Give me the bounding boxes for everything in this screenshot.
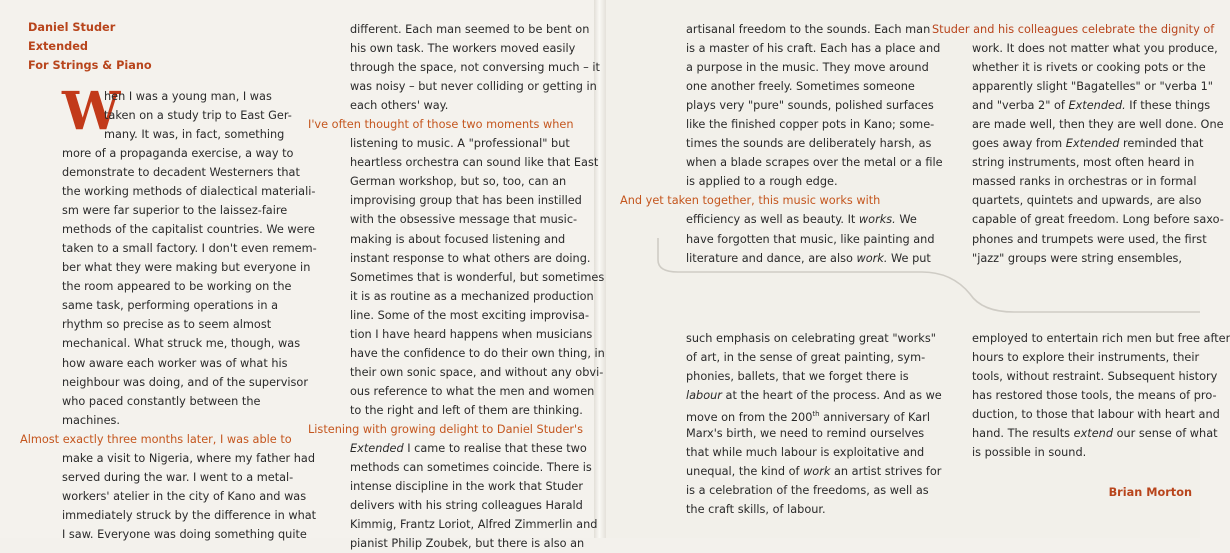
text-line: listening to music. A "professional" but xyxy=(350,137,570,151)
text-line: pianist Philip Zoubek, but there is also an xyxy=(350,537,585,551)
text-line: immediately struck by the difference in what xyxy=(62,508,317,522)
album-header xyxy=(28,18,152,75)
text-line: more of a propaganda exercise, a way to xyxy=(62,147,294,160)
text-line: ber what they were making but everyone in xyxy=(62,261,311,275)
text-line xyxy=(932,134,1224,153)
italic-word: work xyxy=(803,465,831,479)
text-line: I saw. Everyone was doing something quite xyxy=(62,527,307,541)
text-line: make a visit to Nigeria, where my father had xyxy=(62,451,316,465)
text-line: of art, in the sense of great painting, sym- xyxy=(686,351,926,365)
text-line: have forgotten that music, like painting and xyxy=(686,232,935,246)
text-line: rhythm so precise as to seem almost xyxy=(62,318,272,332)
text-line: taken on a study trip to East Ger- xyxy=(104,109,292,123)
text-line: the craft skills, of labour. xyxy=(686,503,826,517)
text-line: "jazz" groups were string ensembles, xyxy=(972,251,1183,265)
text-line: intense discipline in the work that Studer xyxy=(350,480,583,494)
column-3-bottom xyxy=(686,329,942,519)
superscript: th xyxy=(812,410,820,419)
text-line: when a blade scrapes over the metal or a file xyxy=(686,156,943,170)
column-1 xyxy=(20,144,317,544)
section-lead-in: And yet taken together, this music works with xyxy=(620,194,881,208)
text-line: improvising group that has been instilled xyxy=(350,194,582,208)
italic-word: labour xyxy=(686,389,722,403)
text-line: hen I was a young man, I was xyxy=(104,90,272,103)
album-title: Extended xyxy=(28,40,88,53)
text-line: Sometimes that is wonderful, but sometimes xyxy=(350,270,605,284)
section-lead-in: I've often thought of those two moments when xyxy=(308,118,574,132)
text-line: is possible in sound. xyxy=(972,446,1087,460)
text-fragment: reminded that xyxy=(1119,137,1204,151)
text-line: different. Each man seemed to be bent on xyxy=(350,23,590,36)
text-fragment: anniversary of Karl xyxy=(819,410,930,424)
text-line: artisanal freedom to the sounds. Each man xyxy=(686,23,931,36)
italic-word: extend xyxy=(1073,427,1113,441)
album-title-italic: Extended xyxy=(350,442,404,456)
text-line: to the right and left of them are thinking. xyxy=(350,403,583,417)
album-subtitle: For Strings & Piano xyxy=(28,59,152,72)
text-fragment: I came to realise that these two xyxy=(403,442,587,456)
text-line: plays very "pure" sounds, polished surfaces xyxy=(686,99,934,113)
text-line: apparently slight "Bagatelles" or "verba 1" xyxy=(972,80,1213,94)
text-line: taken to a small factory. I don't even remem- xyxy=(62,242,317,256)
text-line: is a master of his craft. Each has a place and xyxy=(686,42,941,56)
text-line: neighbour was doing, and of the supervisor xyxy=(62,375,308,389)
text-fragment: and "verba 2" of xyxy=(972,99,1069,113)
text-line: phonies, ballets, that we forget there is xyxy=(686,370,909,384)
text-fragment: hand. The results xyxy=(972,427,1074,441)
text-fragment: If these things xyxy=(1125,99,1211,113)
text-line: that while much labour is exploitative and xyxy=(686,446,925,460)
text-line xyxy=(350,439,605,458)
text-line: duction, to those that labour with heart and xyxy=(972,408,1220,422)
author-signature: Brian Morton xyxy=(1108,486,1192,499)
text-line: a purpose in the music. They move around xyxy=(686,61,929,75)
column-4-bottom xyxy=(972,329,1230,462)
section-lead-in: Listening with growing delight to Daniel Studer's xyxy=(308,422,584,436)
text-line: heartless orchestra can sound like that East xyxy=(350,156,599,170)
column-3-top xyxy=(620,20,943,268)
drop-cap: W xyxy=(62,81,121,142)
text-line: is a celebration of the freedoms, as well as xyxy=(686,484,929,498)
text-line: such emphasis on celebrating great "works" xyxy=(686,332,936,345)
section-lead-in: Studer and his colleagues celebrate the dignity of xyxy=(932,23,1215,36)
text-line: same task, performing operations in a xyxy=(62,299,279,313)
text-line: the room appeared to be working on the xyxy=(62,280,292,294)
text-line: whether it is rivets or cooking pots or the xyxy=(972,61,1206,75)
text-line: like the finished copper pots in Kano; some- xyxy=(686,118,935,132)
text-line: is applied to a rough edge. xyxy=(686,175,838,189)
text-line: who paced constantly between the xyxy=(62,394,261,408)
column-4-top xyxy=(932,20,1224,268)
text-fragment: an artist strives for xyxy=(830,465,942,479)
column-2 xyxy=(308,20,605,553)
text-line: work. It does not matter what you produce, xyxy=(972,42,1218,56)
text-line: the working methods of dialectical materiali- xyxy=(62,185,316,199)
text-line: ous reference to what the men and women xyxy=(350,384,595,398)
text-line xyxy=(686,386,942,405)
text-line: times the sounds are deliberately harsh, as xyxy=(686,137,932,151)
text-fragment: move on from the 200 xyxy=(686,410,813,424)
text-line: quartets, quintets and upwards, are also xyxy=(972,194,1202,208)
text-line: are made well, then they are well done. One xyxy=(972,118,1224,132)
text-line: Marx's birth, we need to remind ourselves xyxy=(686,427,925,441)
text-line: instant response to what others are doing. xyxy=(350,251,591,265)
text-line: served during the war. I went to a metal- xyxy=(62,470,294,484)
text-line: how aware each worker was of what his xyxy=(62,356,288,370)
text-line: massed ranks in orchestras or in formal xyxy=(972,175,1197,189)
text-line: with the obsessive message that music- xyxy=(350,213,578,227)
text-fragment: efficiency as well as beauty. It xyxy=(686,213,859,227)
text-line: capable of great freedom. Long before saxo- xyxy=(972,213,1224,227)
text-line: it is as routine as a mechanized production xyxy=(350,289,594,303)
text-line: demonstrate to decadent Westerners that xyxy=(62,166,300,180)
text-line: their own sonic space, and without any obvi- xyxy=(350,365,604,379)
text-fragment: our sense of what xyxy=(1113,427,1218,441)
text-line xyxy=(932,96,1224,115)
text-fragment: at the heart of the process. And as we xyxy=(721,389,942,403)
dropcap-lines xyxy=(104,87,292,144)
text-line: have the confidence to do their own thing, in xyxy=(350,346,605,360)
text-line: sm were far superior to the laissez-faire xyxy=(62,204,288,218)
text-line xyxy=(972,424,1230,443)
album-title-italic: Extended. xyxy=(1068,99,1126,113)
text-line: was noisy – but never colliding or getting in xyxy=(350,80,597,94)
text-line: Kimmig, Frantz Loriot, Alfred Zimmerlin and xyxy=(350,518,598,532)
section-lead-in: Almost exactly three months later, I was able to xyxy=(20,432,292,446)
text-line: phones and trumpets were used, the first xyxy=(972,232,1207,246)
text-line: workers' atelier in the city of Kano and was xyxy=(62,489,307,503)
artist-name: Daniel Studer xyxy=(28,21,116,34)
text-line: each others' way. xyxy=(350,99,449,113)
text-line: hours to explore their instruments, their xyxy=(972,351,1200,365)
italic-word: work. xyxy=(856,251,888,265)
text-line: employed to entertain rich men but free after xyxy=(972,332,1230,345)
text-fragment: We put xyxy=(887,251,931,265)
text-line: one another freely. Sometimes someone xyxy=(686,80,915,94)
text-line: methods of the capitalist countries. We were xyxy=(62,223,315,237)
album-title-italic: Extended xyxy=(1065,137,1120,151)
text-fragment: unequal, the kind of xyxy=(686,465,804,479)
text-line xyxy=(686,405,942,424)
text-line: making is about focused listening and xyxy=(350,232,566,246)
text-fragment: We xyxy=(895,213,917,227)
italic-word: works. xyxy=(858,213,896,227)
text-line: tools, without restraint. Subsequent history xyxy=(972,370,1218,384)
text-line: machines. xyxy=(62,413,121,427)
text-line: line. Some of the most exciting improvisa- xyxy=(350,308,590,322)
text-line: string instruments, most often heard in xyxy=(972,156,1195,170)
text-line xyxy=(686,210,943,229)
text-line: German workshop, but so, too, can an xyxy=(350,175,567,189)
text-line: mechanical. What struck me, though, was xyxy=(62,337,301,351)
text-line: through the space, not conversing much – it xyxy=(350,61,600,75)
text-line: has restored those tools, the means of pro- xyxy=(972,389,1217,403)
text-line: many. It was, in fact, something xyxy=(104,128,285,142)
text-line xyxy=(686,462,942,481)
text-line: methods can sometimes coincide. There is xyxy=(350,461,592,475)
text-fragment: literature and dance, are also xyxy=(686,251,857,265)
text-line: tion I have heard happens when musicians xyxy=(350,327,593,341)
text-line: delivers with his string colleagues Harald xyxy=(350,499,583,513)
text-line: his own task. The workers moved easily xyxy=(350,42,576,56)
text-fragment: goes away from xyxy=(972,137,1066,151)
